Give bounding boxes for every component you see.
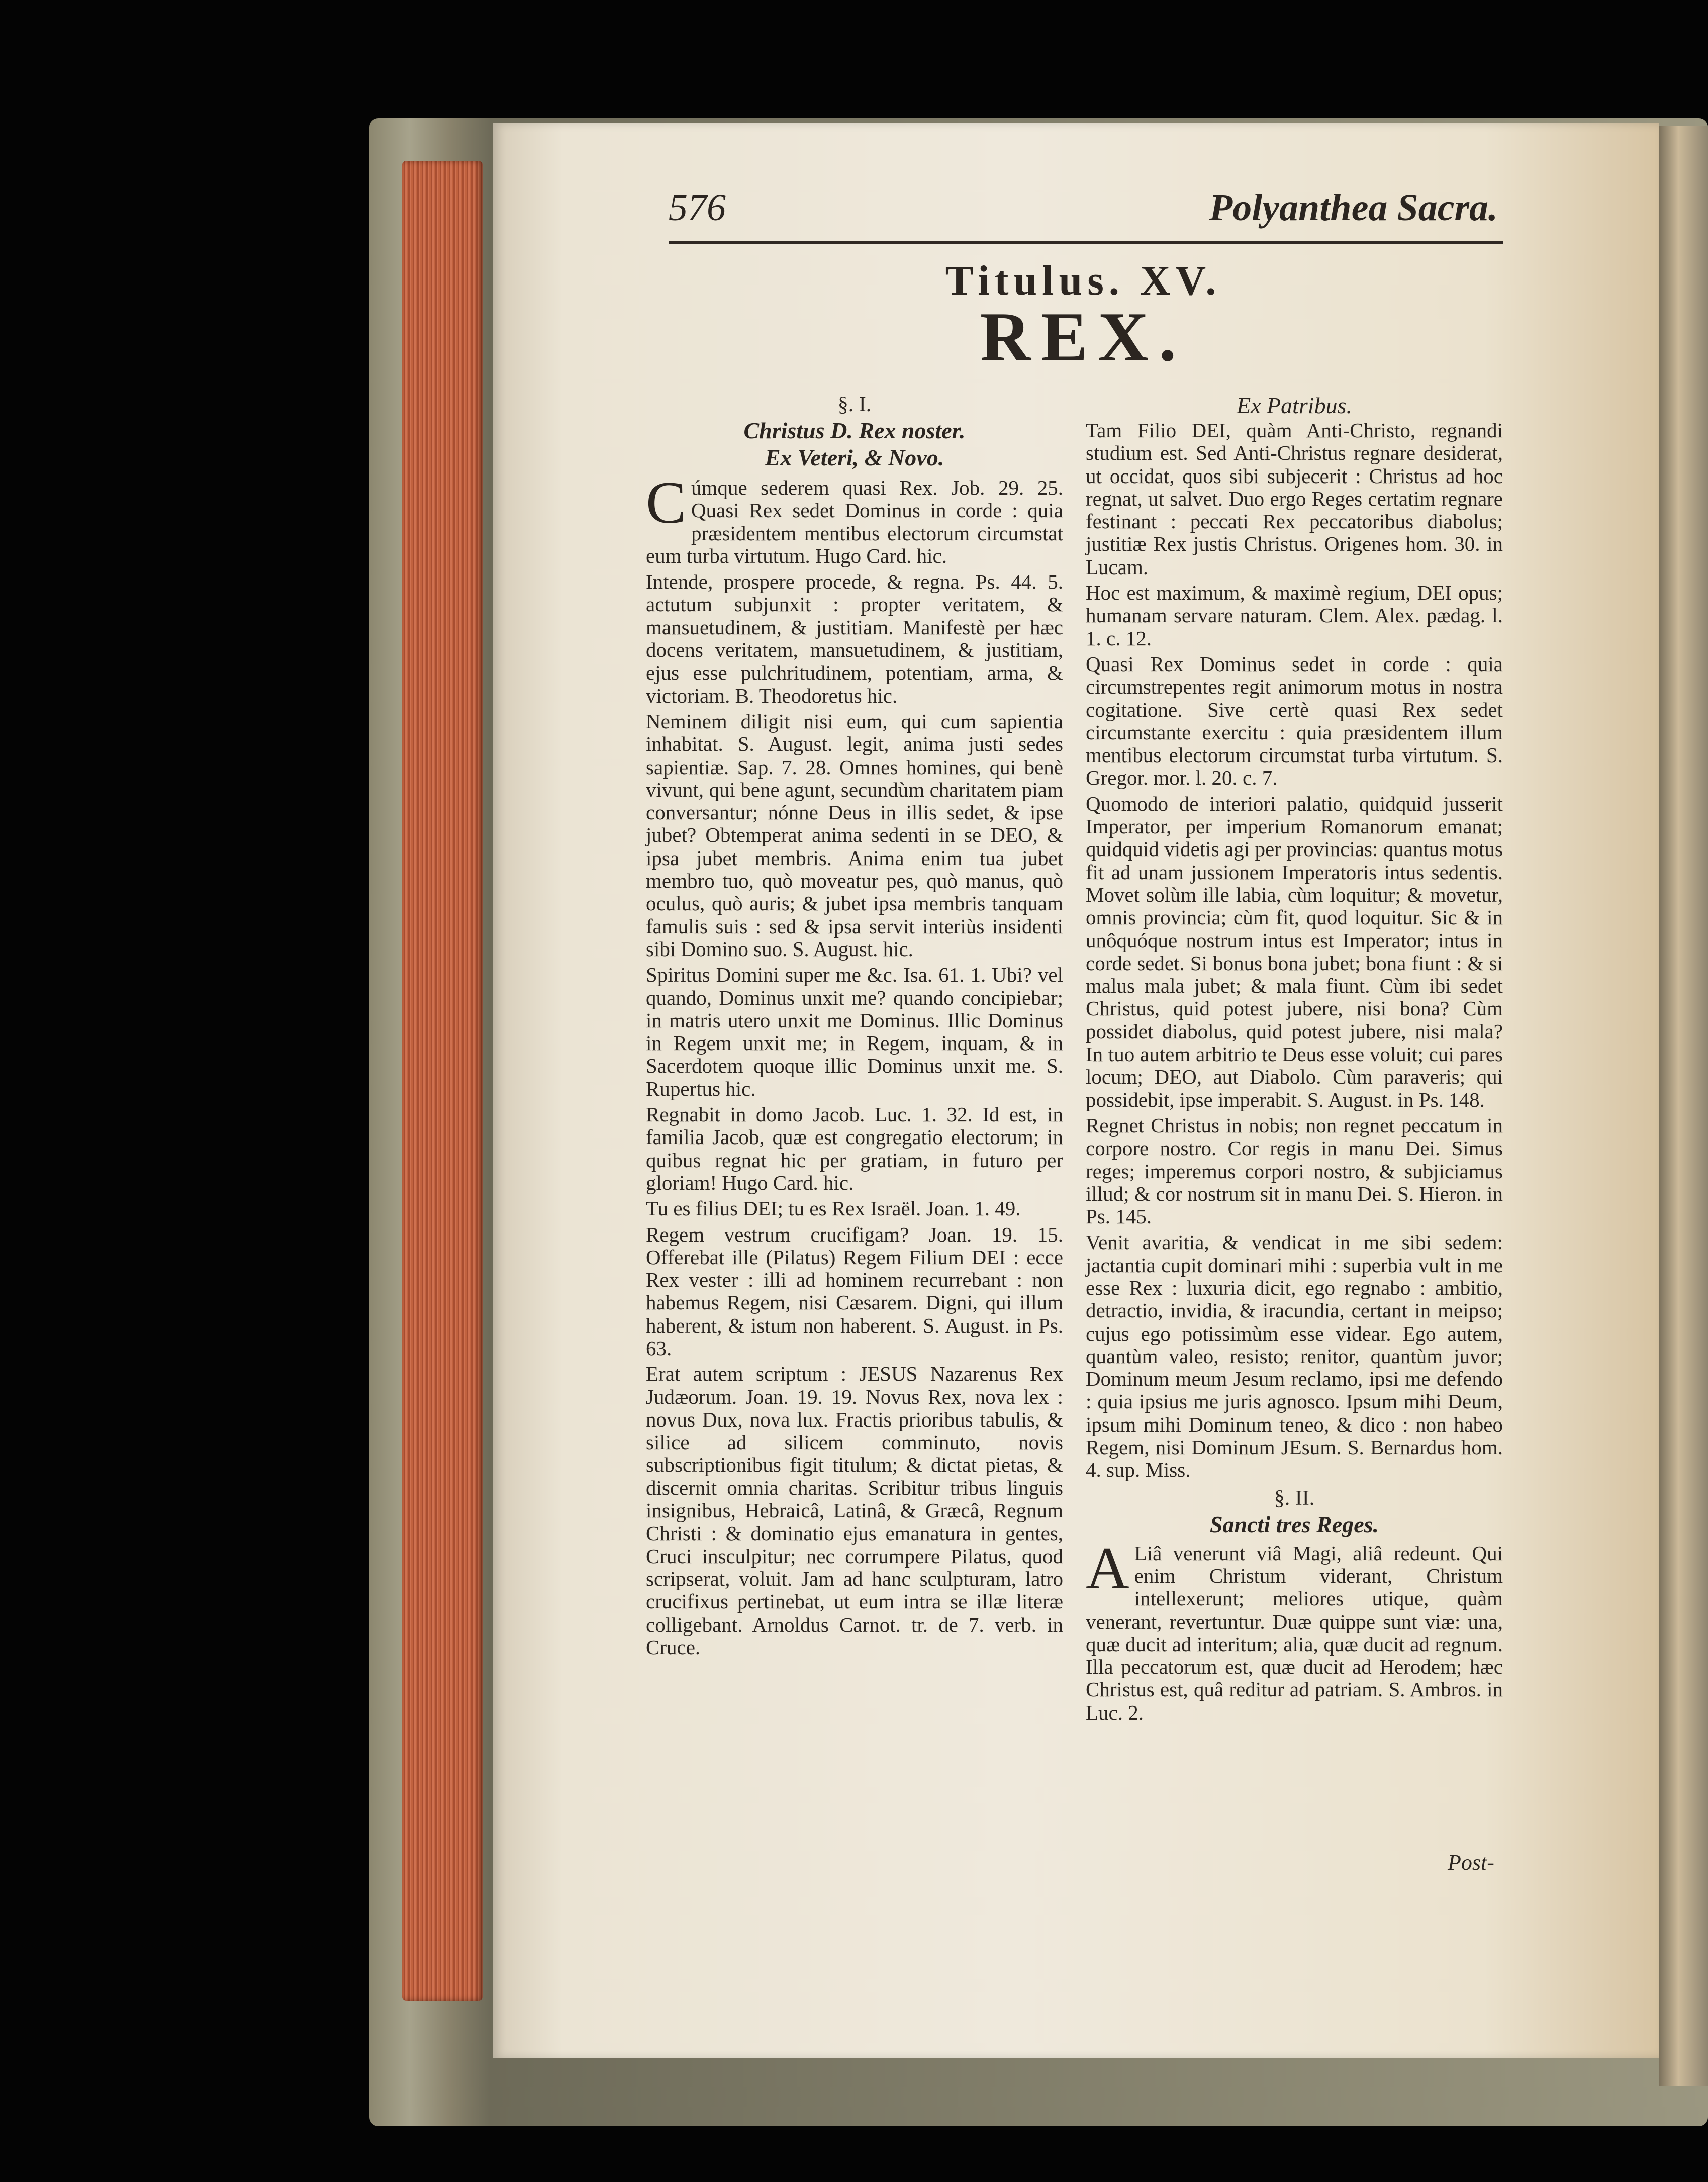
catchword: Post- <box>1448 1850 1494 1875</box>
header-rule <box>669 241 1503 244</box>
paragraph: Cúmque sederem quasi Rex. Job. 29. 25. Quasi Rex sedet Dominus in corde : quia præsidentem mentibus electorum circumstat eum turba virtutum. Hugo Card. hic. <box>646 469 1063 567</box>
paragraph: Hoc est maximum, & maximè regium, DEI opus; humanam servare naturam. Clem. Alex. pædag. l. 1. c. 12. <box>1086 581 1503 650</box>
section-number: §. I. <box>837 393 872 416</box>
section-title: Sancti tres Reges. <box>1209 1511 1379 1537</box>
paragraph: Tam Filio DEI, quàm Anti-Christo, regnandi studium est. Sed Anti-Christus regnare desiderat, ut occidat, quos sibi subjecerit : Christus ad hoc regnat, ut salvet. Duo ergo Reges certatim regnare festinant : peccati Rex peccatoribus diabolus; justitiæ Rex justis Christus. Origenes hom. 30. in Lucam. <box>1086 419 1503 579</box>
left-column <box>646 392 1063 1662</box>
section-subtitle: Ex Veteri, & Novo. <box>765 445 944 470</box>
paragraph: Regnabit in domo Jacob. Luc. 1. 32. Id est, in familia Jacob, quæ est congregatio electorum; in quibus regnat hic per gratiam, in futuro per gloriam! Hugo Card. hic. <box>646 1103 1063 1194</box>
running-head <box>669 186 1498 246</box>
right-column <box>1086 392 1503 1727</box>
right-heading: Ex Patribus. <box>1237 393 1352 418</box>
page-number: 576 <box>669 186 726 229</box>
paragraph: Intende, prospere procede, & regna. Ps. 44. 5. actutum subjunxit : propter veritatem, & mansuetudinem, & justitiam. Manifestè per hæc docens veritatem, mansuetudinem, & justitiam, ejus esse pulchritudinem, potentiam, arma, & victoriam. B. Theodoretus hic. <box>646 570 1063 707</box>
dropcap: C <box>646 469 687 536</box>
paragraph: Venit avaritia, & vendicat in me sibi sedem: jactantia cupit dominari mihi : superbia vult in me esse Rex : luxuria dicit, ego regnabo : ambitio, detractio, invidia, & iracundia, certant in meipso; cujus ego potissimùm esse videar. Ego autem, quantùm valeo, resisto; renitor, quantùm juvor; Dominum meum Jesum reclamo, ipsi me defendo : quia ipsius me juris agnosco. Ipsum mihi Deum, ipsum mihi Dominum teneo, & dico : non habeo Regem, nisi Dominum JEsum. S. Bernardus hom. 4. sup. Miss. <box>1086 1230 1503 1482</box>
section-title: Christus D. Rex noster. <box>743 418 966 443</box>
paragraph: Spiritus Domini super me &c. Isa. 61. 1. Ubi? vel quando, Dominus unxit me? quando concipiebar; in matris utero unxit me Dominus. Illic Dominus in Regem unxit me; in Regem, inquam, & in Sacerdotem quoque illic Dominus unxit me. S. Rupertus hic. <box>646 963 1063 1100</box>
titulus-heading: Titulus. XV. <box>945 257 1221 304</box>
page-edges <box>402 161 483 2001</box>
paragraph: Regnet Christus in nobis; non regnet peccatum in corpore nostro. Cor regis in manu Dei. Simus reges; imperemus corpori nostro, & subjiciamus illud; & cor nostrum sit in manu Dei. S. Hieron. in Ps. 145. <box>1086 1113 1503 1228</box>
paragraph: Tu es filius DEI; tu es Rex Israël. Joan. 1. 49. <box>646 1197 1021 1220</box>
paragraph: Erat autem scriptum : JESUS Nazarenus Rex Judæorum. Joan. 19. 19. Novus Rex, nova lex : novus Dux, nova lux. Fractis prioribus tabulis, & silice ad silicem comminuto, novis subscriptionibus figit titulum; & dictat pietas, & discernit omnia charitas. Scribitur tribus linguis insignibus, Hebraicâ, Latinâ, & Græcâ, Regnum Christi : & dominatio ejus emanatura in gentes, Cruci insculpitur; nec corrumpere Pilatus, quod scripserat, voluit. Jam ad hanc sculpturam, latro crucifixus pertinebat, ut eum intra se illæ literæ colligebant. Arnoldus Carnot. tr. de 7. verb. in Cruce. <box>646 1362 1063 1659</box>
paragraph: Regem vestrum crucifigam? Joan. 19. 15. Offerebat ille (Pilatus) Regem Filium DEI : ecce Rex vester : illi ad hominem recurrebant : non habemus Regem, nisi Cæsarem. Digni, qui illum haberent, & istum non haberent. S. August. in Ps. 63. <box>646 1222 1063 1360</box>
paragraph: A Liâ venerunt viâ Magi, aliâ redeunt. Qui enim Christum viderant, Christum intellexerunt; meliores utique, quàm venerant, revertuntur. Duæ quippe sunt viæ: una, quæ ducit ad interitum; alia, quæ ducit ad regnum. Illa peccatorum est, quæ ducit ad Herodem; hæc Christus est, quâ reditur ad patriam. S. Ambros. in Luc. 2. <box>1086 1534 1503 1724</box>
paragraph: Quasi Rex Dominus sedet in corde : quia circumstrepentes regit animorum motus in nostra cogitatione. Sive certè quasi Rex sedet circumstante exercitu : quia præsidentem illum mentibus electorum circumstat turba virtutum. S. Gregor. mor. l. 20. c. 7. <box>1086 652 1503 790</box>
section-number: §. II. <box>1274 1486 1315 1510</box>
dropcap: A <box>1086 1534 1129 1601</box>
running-title: Polyanthea Sacra. <box>1209 186 1498 229</box>
frayed-right-edge <box>1659 126 1708 2086</box>
paragraph: Quomodo de interiori palatio, quidquid jusserit Imperator, per imperium Romanorum emanat; quidquid videtis agi per provincias: quantus motus fit ad unam jussionem Imperatoris intus sedentis. Movet solùm ille labia, cùm loquitur; & movetur, omnis provincia; cùm fit, quod loquitur. Sic & in unôquóque nostrum intus est Imperator; intus in corde sedet. Si bonus bona jubet; bona fiunt : & si malus mala jubet; & mala fiunt. Cùm ibi sedet Christus, quid potest jubere, nisi bona? Cùm possidet diabolus, quid potest jubere, nisi mala? In tuo autem arbitrio te Deus esse voluit; cui pares locum; DEO, aut Diabolo. Cùm paraveris; qui possidebit, ipse imperabit. S. August. in Ps. 148. <box>1086 792 1503 1111</box>
main-title: REX. <box>980 298 1187 376</box>
paragraph: Neminem diligit nisi eum, qui cum sapientia inhabitat. S. August. legit, anima justi sedes sapientiæ. Sap. 7. 28. Omnes homines, qui benè vivunt, qui bene agunt, secundùm charitatem piam conversantur; nónne Deus in illis sedet, & ipse jubet? Obtemperat anima sedenti in se DEO, & ipsa jubet membris. Anima enim tua jubet membro tuo, quò moveatur pes, quò manus, quò oculus, quò auris; & jubet ipsa membris tanquam famulis suis : sed & ipsa servit interiùs insidenti sibi Domino suo. S. August. hic. <box>646 709 1063 961</box>
